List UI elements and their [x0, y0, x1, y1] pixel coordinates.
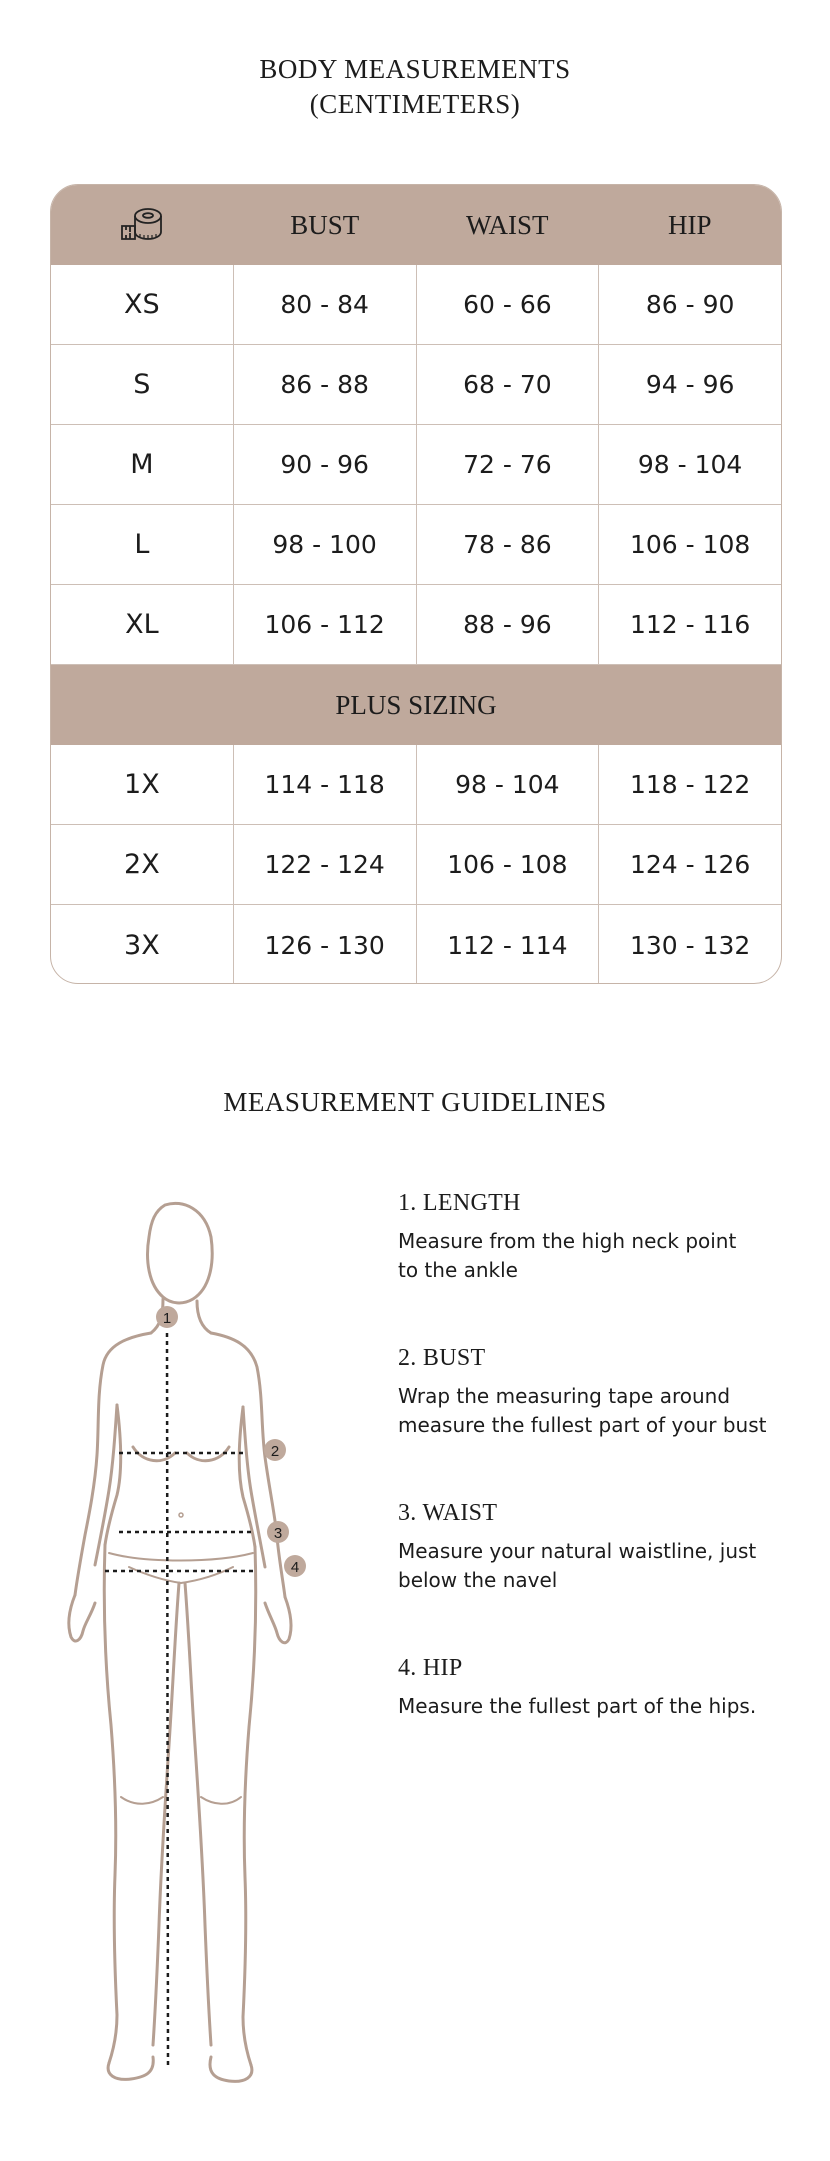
bust-value: 126 - 130: [234, 905, 417, 984]
table-header-row: [51, 185, 781, 265]
size-label: 3X: [51, 905, 234, 984]
marker-waist: [267, 1521, 289, 1543]
size-label: M: [51, 425, 234, 504]
waist-value: 60 - 66: [417, 265, 600, 344]
guideline-body: Wrap the measuring tape around measure the fullest part of your bust: [398, 1384, 767, 1437]
table-row-m: [51, 425, 781, 505]
guideline-length: [398, 1190, 818, 1285]
table-row-2x: [51, 825, 781, 905]
table-row-xl: [51, 585, 781, 665]
guideline-heading: 4. HIP: [398, 1655, 463, 1681]
body-figure-icon: [55, 1185, 325, 2085]
waist-value: 72 - 76: [417, 425, 600, 504]
waist-value: 98 - 104: [417, 745, 600, 824]
size-chart-table: [50, 184, 782, 984]
guideline-heading: 3. WAIST: [398, 1500, 498, 1526]
table-row-s: [51, 345, 781, 425]
header-icon-cell: [51, 185, 234, 265]
measuring-tape-icon: [118, 205, 166, 245]
hip-value: 130 - 132: [629, 930, 751, 960]
bust-value: 114 - 118: [234, 745, 417, 824]
size-label: S: [51, 345, 234, 424]
size-label: 2X: [51, 825, 234, 904]
column-header-bust: BUST: [290, 209, 360, 240]
marker-hip: [284, 1555, 306, 1577]
size-label: XS: [51, 265, 234, 344]
guideline-body: Measure from the high neck point to the ankle: [398, 1229, 737, 1282]
hip-value: 124 - 126: [629, 850, 751, 879]
table-row-l: [51, 505, 781, 585]
guideline-body: Measure your natural waistline, just below the navel: [398, 1539, 757, 1592]
column-header-hip: HIP: [667, 209, 712, 240]
plus-sizing-band: [51, 665, 781, 745]
page-title-line-1: BODY MEASUREMENTS: [259, 54, 571, 84]
guideline-body: Measure the fullest part of the hips.: [398, 1694, 757, 1718]
hip-value: 98 - 104: [637, 450, 743, 479]
size-label: L: [51, 505, 234, 584]
waist-value: 112 - 114: [417, 905, 600, 984]
marker-hip-label: 4: [290, 1559, 300, 1576]
waist-value: 78 - 86: [417, 505, 600, 584]
hip-value: 106 - 108: [629, 530, 751, 559]
guideline-heading: 1. LENGTH: [398, 1190, 521, 1216]
waist-value: 68 - 70: [417, 345, 600, 424]
size-label: 1X: [51, 745, 234, 824]
bust-value: 86 - 88: [234, 345, 417, 424]
marker-waist-label: 3: [273, 1525, 283, 1542]
waist-value: 88 - 96: [417, 585, 600, 664]
marker-length: [156, 1306, 178, 1328]
table-row-3x: [51, 905, 781, 984]
bust-value: 90 - 96: [234, 425, 417, 504]
marker-bust-label: 2: [270, 1443, 280, 1460]
marker-length-label: 1: [162, 1310, 172, 1327]
column-header-waist: WAIST: [466, 209, 549, 240]
table-row-xs: [51, 265, 781, 345]
table-row-1x: [51, 745, 781, 825]
guideline-hip: [398, 1655, 818, 1721]
waist-value: 106 - 108: [417, 825, 600, 904]
hip-value: 112 - 116: [629, 610, 751, 639]
hip-value: 86 - 90: [645, 290, 735, 319]
page-title-line-2: (CENTIMETERS): [309, 89, 521, 119]
guidelines-title: MEASUREMENT GUIDELINES: [223, 1087, 607, 1117]
guideline-waist: [398, 1500, 818, 1595]
bust-value: 106 - 112: [234, 585, 417, 664]
guideline-heading: 2. BUST: [398, 1345, 486, 1371]
bust-value: 80 - 84: [234, 265, 417, 344]
bust-value: 98 - 100: [234, 505, 417, 584]
size-label: XL: [51, 585, 234, 664]
hip-value: 94 - 96: [645, 370, 735, 399]
bust-value: 122 - 124: [234, 825, 417, 904]
guideline-bust: [398, 1345, 818, 1440]
hip-value: 118 - 122: [629, 770, 751, 799]
marker-bust: [264, 1439, 286, 1461]
page-title: [0, 52, 830, 122]
plus-sizing-label: PLUS SIZING: [335, 689, 497, 720]
